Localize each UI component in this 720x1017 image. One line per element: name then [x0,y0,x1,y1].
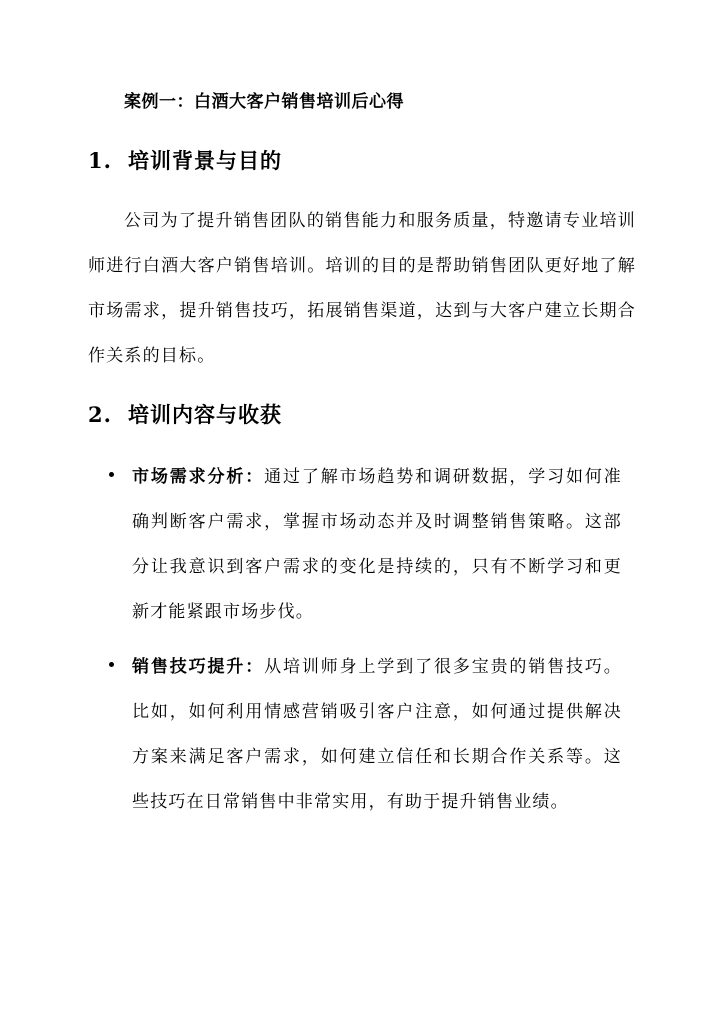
section-title: 培训背景与目的 [128,148,282,173]
bullet-dot-icon [109,662,114,667]
list-item-body: 从培训师身上学到了很多宝贵的销售技巧。比如，如何利用情感营销吸引客户注意，如何通过提供解决方案来满足客户需求，如何建立信任和长期合作关系等。这些技巧在日常销售中非常实用，有助于提升销售业绩。 [132,657,622,812]
list-item-label: 市场需求分析： [132,467,265,487]
document-title: 案例一：白酒大客户销售培训后心得 [124,92,404,112]
section-heading-2 [88,399,282,429]
section-number: 2. [88,402,112,427]
section-number: 1. [88,148,112,173]
list-item-label: 销售技巧提升： [132,657,265,677]
section-heading-1 [88,145,282,175]
list-item-text [132,455,622,635]
list-item-text [132,645,622,825]
section-title: 培训内容与收获 [128,402,282,427]
list-item-body: 通过了解市场趋势和调研数据，学习如何准确判断客户需求，掌握市场动态并及时调整销售策略。这部分让我意识到客户需求的变化是持续的，只有不断学习和更新才能紧跟市场步伐。 [132,467,622,622]
bullet-dot-icon [109,472,114,477]
section-paragraph: 公司为了提升销售团队的销售能力和服务质量，特邀请专业培训师进行白酒大客户销售培训。培训的目的是帮助销售团队更好地了解市场需求，提升销售技巧，拓展销售渠道，达到与大客户建立长期合作关系的目标。 [88,211,636,366]
